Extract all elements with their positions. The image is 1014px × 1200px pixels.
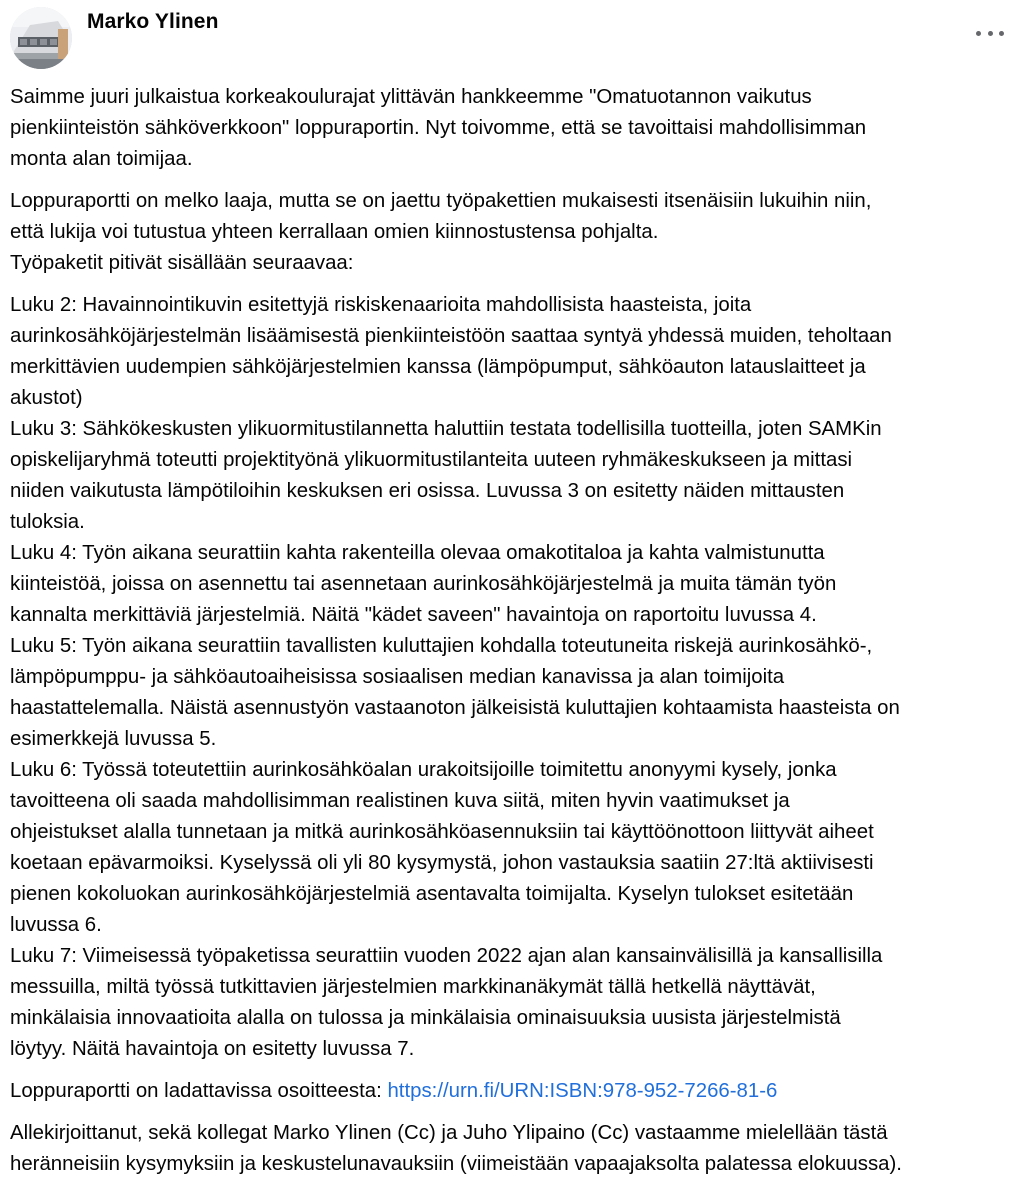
building-photo-icon	[10, 7, 72, 69]
text-line: tavoitteena oli saada mahdollisimman realistinen kuva siitä, miten hyvin vaatimukset ja	[10, 790, 790, 812]
text-line: Loppuraportti on melko laaja, mutta se on jaettu työpakettien mukaisesti itsenäisiin lukuihin niin,	[10, 190, 872, 212]
paragraph-chapters	[10, 290, 1014, 1065]
paragraph-intro	[10, 82, 1014, 175]
text-line: akustot)	[10, 387, 83, 409]
dot	[999, 31, 1004, 36]
text-line: Luku 6: Työssä toteutettiin aurinkosähköalan urakoitsijoille toimitettu anonyymi kysely, jonka	[10, 759, 837, 781]
text-line: esimerkkejä luvussa 5.	[10, 728, 217, 750]
text-line: messuilla, miltä työssä tutkittavien järjestelmien markkinanäkymät tällä hetkellä näyttävät,	[10, 976, 816, 998]
post-header	[0, 0, 1014, 80]
dot	[976, 31, 981, 36]
paragraph-overview	[10, 186, 1014, 279]
text-line: aurinkosähköjärjestelmän lisäämisestä pienkiinteistöön saattaa syntyä yhdessä muiden, teholtaan	[10, 325, 892, 347]
text-line: haastattelemalla. Näistä asennustyön vastaanoton jälkeisistä kuluttajien kohtaamista haasteista on	[10, 697, 900, 719]
author-name[interactable]: Marko Ylinen	[87, 10, 219, 33]
text-line: Allekirjoittanut, sekä kollegat Marko Ylinen (Cc) ja Juho Ylipaino (Cc) vastaamme mielellään tästä	[10, 1122, 888, 1144]
dot	[988, 31, 993, 36]
text-line: löytyy. Näitä havaintoja on esitetty luvussa 7.	[10, 1038, 415, 1060]
paragraph-download	[10, 1076, 1014, 1107]
text-line: pienkiinteistön sähköverkkoon" loppuraportin. Nyt toivomme, että se tavoittaisi mahdollisimman	[10, 117, 867, 139]
text-line: ohjeistukset alalla tunnetaan ja mitkä aurinkosähköasennuksiin tai käyttöönottoon liittyvät aiheet	[10, 821, 874, 843]
text-line: monta alan toimijaa.	[10, 148, 193, 170]
download-prefix: Loppuraportti on ladattavissa osoitteesta:	[10, 1080, 388, 1102]
text-line: tuloksia.	[10, 511, 85, 533]
text-line: minkälaisia innovaatioita alalla on tulossa ja minkälaisia ominaisuuksia uusista järjestelmistä	[10, 1007, 841, 1029]
text-line: Luku 4: Työn aikana seurattiin kahta rakenteilla olevaa omakotitaloa ja kahta valmistunutta	[10, 542, 825, 564]
text-line: merkittävien uudempien sähköjärjestelmien kanssa (lämpöpumput, sähköauton latauslaitteet ja	[10, 356, 866, 378]
text-line: opiskelijaryhmä toteutti projektityönä ylikuormitustilanteita uuteen ryhmäkeskukseen ja mittasi	[10, 449, 853, 471]
text-line: kiinteistöä, joissa on asennettu tai asennetaan aurinkosähköjärjestelmä ja muita tämän työn	[10, 573, 837, 595]
text-line: Saimme juuri julkaistua korkeakoulurajat ylittävän hankkeemme "Omatuotannon vaikutus	[10, 86, 812, 108]
text-line: pienen kokoluokan aurinkosähköjärjestelmiä asentavalta toimijalta. Kyselyn tulokset esitetään	[10, 883, 854, 905]
post-body	[10, 82, 1014, 1191]
text-line: Luku 2: Havainnointikuvin esitettyjä riskiskenaarioita mahdollisista haasteista, joita	[10, 294, 752, 316]
avatar[interactable]	[10, 7, 72, 69]
text-line: Työpaketit pitivät sisällään seuraavaa:	[10, 252, 354, 274]
text-line: että lukija voi tutustua yhteen kerrallaan omien kiinnostustensa pohjalta.	[10, 221, 659, 243]
text-line: Luku 7: Viimeisessä työpaketissa seurattiin vuoden 2022 ajan alan kansainvälisillä ja kansallisilla	[10, 945, 883, 967]
text-line: Luku 3: Sähkökeskusten ylikuormitustilannetta haluttiin testata todellisilla tuotteilla, joten SAMKin	[10, 418, 882, 440]
text-line: luvussa 6.	[10, 914, 102, 936]
text-line: kannalta merkittäviä järjestelmiä. Näitä "kädet saveen" havaintoja on raportoitu luvussa 4.	[10, 604, 817, 626]
text-line: Luku 5: Työn aikana seurattiin tavallisten kuluttajien kohdalla toteutuneita riskejä aurinkosähkö-,	[10, 635, 873, 657]
more-options-icon[interactable]	[976, 26, 1004, 40]
text-line: niiden vaikutusta lämpötiloihin keskuksen eri osissa. Luvussa 3 on esitetty näiden mittausten	[10, 480, 845, 502]
text-line: koetaan epävarmoiksi. Kyselyssä oli yli 80 kysymystä, johon vastauksia saatiin 27:ltä aktiivisesti	[10, 852, 874, 874]
paragraph-closing	[10, 1118, 1014, 1180]
text-line: heränneisiin kysymyksiin ja keskustelunavauksiin (viimeistään vapaajaksolta palatessa elokuussa).	[10, 1153, 902, 1175]
text-line: lämpöpumppu- ja sähköautoaiheisissa sosiaalisen median kanavissa ja alan toimijoita	[10, 666, 785, 688]
report-link[interactable]: https://urn.fi/URN:ISBN:978-952-7266-81-6	[387, 1080, 778, 1102]
